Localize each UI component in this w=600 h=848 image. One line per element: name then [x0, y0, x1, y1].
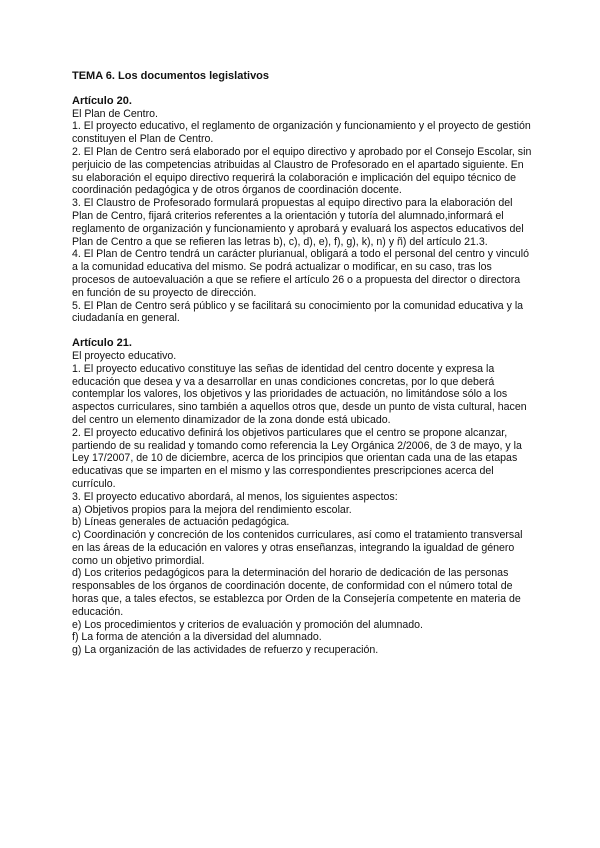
list-item: c) Coordinación y concreción de los contenidos curriculares, así como el tratamiento transversal en las áreas de la educación en valores y otras enseñanzas, integrando la igualdad de género como un objetivo primordial. [72, 529, 523, 567]
article-21 [72, 337, 532, 657]
article-subtitle: El proyecto educativo. [72, 349, 177, 362]
list-item: b) Líneas generales de actuación pedagógica. [72, 516, 290, 529]
article-subtitle: El Plan de Centro. [72, 107, 158, 120]
list-item: e) Los procedimientos y criterios de evaluación y promoción del alumnado. [72, 618, 423, 631]
article-20 [72, 95, 532, 325]
article-paragraph: 4. El Plan de Centro tendrá un carácter plurianual, obligará a todo el personal del centro y vinculó a la comunidad educativa del mismo. Se podrá actualizar o modificar, en su caso, tras los procesos de autoevaluación a que se refiere el artículo 26 o a propuesta del director o directora en función de su proyecto de dirección. [72, 248, 529, 299]
list-item: a) Objetivos propios para la mejora del rendimiento escolar. [72, 503, 352, 516]
list-item: g) La organización de las actividades de refuerzo y recuperación. [72, 644, 379, 657]
document-title: TEMA 6. Los documentos legislativos [72, 70, 270, 82]
article-paragraph: 3. El proyecto educativo abordará, al menos, los siguientes aspectos: [72, 490, 398, 503]
list-item: f) La forma de atención a la diversidad del alumnado. [72, 631, 322, 644]
article-heading: Artículo 20. [72, 94, 132, 107]
document-page [72, 70, 532, 669]
article-paragraph: 5. El Plan de Centro será público y se facilitará su conocimiento por la comunidad educativa y la ciudadanía en general. [72, 299, 524, 325]
list-item: d) Los criterios pedagógicos para la determinación del horario de dedicación de las personas responsables de los órganos de coordinación docente, de conformidad con el número total de horas que, a tales efectos, se establezca por Orden de la Consejería competente en materia de educación. [72, 567, 521, 618]
article-paragraph: 2. El Plan de Centro será elaborado por el equipo directivo y aprobado por el Consejo Escolar, sin perjuicio de las competencias atribuidas al Claustro de Profesorado en el apartado siguiente. En su elaboración el equipo directivo requerirá la colaboración e implicación del equipo técnico de coordinación pedagógica y de otros órganos de coordinación docente. [72, 145, 532, 197]
article-paragraph: 1. El proyecto educativo, el reglamento de organización y funcionamiento y el proyecto de gestión constituyen el Plan de Centro. [72, 120, 531, 146]
article-heading: Artículo 21. [72, 337, 132, 350]
article-paragraph: 1. El proyecto educativo constituye las señas de identidad del centro docente y expresa la educación que desea y va a desarrollar en unas condiciones concretas, por lo que deberá contemplar los valores, los objetivos y las prioridades de actuación, no limitándose sólo a los aspectos curriculares, sino también a aquellos otros que, desde un punto de vista cultural, hacen del centro un elemento dinamizador de la zona donde está ubicado. [72, 362, 527, 426]
article-paragraph: 3. El Claustro de Profesorado formulará propuestas al equipo directivo para la elaboración del Plan de Centro, fijará criterios referentes a la orientación y tutoría del alumnado,informará el reglamento de organización y funcionamiento y aprobará y evaluará los aspectos educativos del Plan de Centro a que se refieren las letras b), c), d), e), f), g), k), n) y ñ) del artículo 21.3. [72, 197, 524, 248]
article-paragraph: 2. El proyecto educativo definirá los objetivos particulares que el centro se propone alcanzar, partiendo de su realidad y tomando como referencia la Ley Orgánica 2/2006, de 3 de mayo, y la Ley 17/2007, de 10 de diciembre, acerca de los principios que orientan cada una de las etapas educativas que se imparten en el mismo y las correspondientes prescripciones acerca del currículo. [72, 426, 522, 490]
